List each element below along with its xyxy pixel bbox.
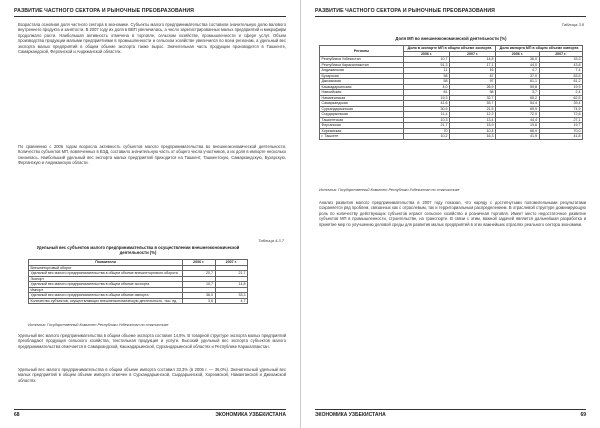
- table-cell: 11,4: [404, 112, 450, 118]
- table-cell: Бухарская: [320, 73, 404, 79]
- table-cell: 41,9: [496, 134, 539, 140]
- table-cell: 41,6: [404, 101, 450, 107]
- table-cell: Внешнеторговый оборот: [29, 265, 183, 271]
- table-cell: Удельный вес малого предпринимательства в общем объеме импорта: [29, 293, 183, 299]
- table-cell: 67: [450, 73, 496, 79]
- table-cell: Сырдарьинская: [320, 112, 404, 118]
- table-cell: 72,0: [496, 112, 539, 118]
- table-cell: Наманганская: [320, 95, 404, 101]
- table-cell: 70,0: [539, 128, 582, 134]
- table-header-cell: 2007 г.: [215, 260, 248, 266]
- table-cell: 62,5: [539, 95, 582, 101]
- table-cell: 61,1: [496, 79, 539, 85]
- table-cell: 4,0: [404, 84, 450, 90]
- table-cell: 58: [404, 73, 450, 79]
- table-cell: 53,5: [539, 73, 582, 79]
- table-cell: 14,8: [450, 57, 496, 63]
- table-cell: 74,9: [539, 106, 582, 112]
- body-paragraph: Удельный вес малого предпринимательства в общем объеме импорта составил 33,3% (в 2006 г. — 36,0%). Значительный удельный вес малых предприятий в общем объеме импорта отмечен в Сурхандарьинской, Сырдарьинской, Хорезмской, Наманганской и Джизакской областях.: [18, 367, 286, 383]
- table-cell: 16,3: [450, 134, 496, 140]
- table-cell: 10,4: [450, 128, 496, 134]
- table-header-cell: 2006 г.: [496, 51, 539, 57]
- body-paragraph: Возрастала основная доля частного сектора в экономике. Субъекты малого предпринимательства составили значительную долю валового внутреннего продукта и занятости. В 2007 году их доля в ВВП увеличилась, а число зарегистрированных малых предприятий и микрофирм продолжало расти. Наибольшая активность отмечена в торговле, сельском хозяйстве, промышленности и сфере услуг. Объем производства продукции малыми предприятиями в промышленности и сельском хозяйстве увеличился по всем регионам, а удельный вес экспорта малых предприятий в общем объеме экспорта также вырос. Значительная часть продукции производится в Ташкенте, Самаркандской, Ферганской и Андижанской областях.: [18, 22, 286, 55]
- body-paragraph: По сравнению с 2006 годом возросла активность субъектов малого предпринимательства во внешнеэкономической деятельности. Количество субъектов МП, вовлеченных в ВЭД, составило значительную часть от общего числа участников, а их доля в импорте несколько снизилась. Наибольший удельный вес экспорта малых предприятий приходится на Ташкент, Ташкентскую, Самаркандскую, Бухарскую, Ферганскую и Андижанскую области.: [18, 144, 286, 166]
- table-cell: 21,7: [404, 123, 450, 129]
- table-cell: 3,6: [183, 298, 216, 304]
- table-header-cell: 2007 г.: [450, 51, 496, 57]
- table-cell: Навоийская: [320, 90, 404, 96]
- table-number: Таблица 4.3.7: [258, 238, 284, 243]
- table-cell: 58: [450, 90, 496, 96]
- table-cell: 33,3: [539, 57, 582, 63]
- table-cell: 26,9: [450, 84, 496, 90]
- table-header-cell: Регионы: [320, 46, 404, 57]
- table-header-cell: Доля импорта МП в общем объеме импорта: [496, 46, 583, 52]
- table-cell: Андижанская: [320, 68, 404, 74]
- table-cell: 36,0: [496, 57, 539, 63]
- table-cell: Удельный вес малого предпринимательства в общем объеме внешнеторгового оборота: [29, 271, 183, 277]
- table-cell: 10,2: [404, 134, 450, 140]
- table-number: Таблица 3.8: [561, 22, 584, 27]
- page-header: РАЗВИТИЕ ЧАСТНОГО СЕКТОРА И РЫНОЧНЫЕ ПРЕОБРАЗОВАНИЯ: [315, 8, 586, 17]
- table-header-cell: 2006 г.: [183, 260, 216, 266]
- page-number: 68: [14, 412, 20, 418]
- table-title: Удельный вес субъектов малого предпринимательства в осуществлении внешнеэкономической деятельности (%): [36, 245, 240, 255]
- table-cell: 54,4: [496, 101, 539, 107]
- table-cell: 81: [404, 90, 450, 96]
- table-cell: Джизакская: [320, 79, 404, 85]
- table-cell: 70: [404, 128, 450, 134]
- table-cell: 36,0: [183, 293, 216, 299]
- table-cell: 44,0: [496, 62, 539, 68]
- table-cell: Удельный вес малого предпринимательства в общем объеме экспорта: [29, 282, 183, 288]
- page-footer: [315, 409, 586, 418]
- table-title: Доля МП во внешнеэкономической деятельности (%): [395, 36, 507, 41]
- table-header-cell: 2007 г.: [539, 51, 582, 57]
- table-cell: 10,7: [183, 282, 216, 288]
- table-cell: 65,2: [496, 95, 539, 101]
- footer-title: ЭКОНОМИКА УЗБЕКИСТАНА: [215, 412, 286, 418]
- table-cell: 10,7: [404, 57, 450, 63]
- table-cell: Экспорт: [29, 276, 183, 282]
- data-table: [28, 259, 248, 304]
- table-source: Источник: Государственный Комитет Республики Узбекистан по статистике: [319, 188, 460, 192]
- page-footer: [14, 409, 286, 418]
- table-row: [320, 134, 583, 140]
- table-cell: 7,4: [539, 68, 582, 74]
- table-cell: 27,1: [539, 117, 582, 123]
- table-cell: 66,9: [496, 128, 539, 134]
- table-cell: 51,3: [404, 62, 450, 68]
- table-cell: 17,1: [450, 62, 496, 68]
- table-cell: г. Ташкент: [320, 134, 404, 140]
- footer-title: ЭКОНОМИКА УЗБЕКИСТАНА: [315, 412, 386, 418]
- table-cell: Самаркандская: [320, 101, 404, 107]
- table-cell: 39,4: [539, 101, 582, 107]
- table-cell: Кашкадарьинская: [320, 84, 404, 90]
- table-cell: 19,3: [404, 95, 450, 101]
- table-cell: 11: [404, 68, 450, 74]
- table-cell: 20,7: [183, 271, 216, 277]
- table-cell: 44,4: [496, 117, 539, 123]
- body-paragraph: Удельный вес малого предпринимательства в общем объеме экспорта составил 14,8%. В товарной структуре экспорта малых предприятий преобладают продукция сельского хозяйства, текстильная продукция и услуги. Высокий удельный вес экспорта субъектов малого предпринимательства отмечается в Самаркандской, Кашкадарьинской, Сурхандарьинской областях и Республике Каракалпакстан.: [18, 333, 286, 349]
- table-cell: 37,0: [496, 73, 539, 79]
- table-cell: 32,7: [450, 95, 496, 101]
- table-source: Источник: Государственный Комитет Республики Узбекистан по статистике: [28, 323, 169, 327]
- table-cell: 72,6: [539, 112, 582, 118]
- table-cell: 30,9: [404, 106, 450, 112]
- table-cell: 41,8: [539, 134, 582, 140]
- table-cell: 15,9: [450, 123, 496, 129]
- table-cell: 4,7: [215, 298, 248, 304]
- table-cell: 19,6: [496, 123, 539, 129]
- table-header-cell: Доля в экспорте МП в общем объеме экспорта: [404, 46, 496, 52]
- table-cell: 14,8: [215, 282, 248, 288]
- page-header: РАЗВИТИЕ ЧАСТНОГО СЕКТОРА И РЫНОЧНЫЕ ПРЕОБРАЗОВАНИЯ: [14, 8, 286, 17]
- table-cell: 13,4: [450, 117, 496, 123]
- table-cell: 33,3: [215, 293, 248, 299]
- table-cell: 4,7: [496, 68, 539, 74]
- table-cell: 19,7: [539, 123, 582, 129]
- table-cell: Количество субъектов, осуществляющих внешнеэкономическую деятельность, тыс. ед.: [29, 298, 183, 304]
- regional-table: [319, 45, 583, 140]
- table-cell: 61,2: [539, 79, 582, 85]
- table-cell: 58: [404, 79, 450, 85]
- table-cell: Хорезмская: [320, 128, 404, 134]
- table-cell: 97: [450, 79, 496, 85]
- table-cell: Республика Каракалпакстан: [320, 62, 404, 68]
- table-cell: 69,9: [496, 106, 539, 112]
- table-cell: Республика Узбекистан: [320, 57, 404, 63]
- table-cell: 43,8: [539, 62, 582, 68]
- table-cell: 21,7: [215, 271, 248, 277]
- table-cell: 10,3: [404, 117, 450, 123]
- table-cell: 21,5: [450, 106, 496, 112]
- right-page: [300, 0, 600, 428]
- table-header-cell: 2006 г.: [404, 51, 450, 57]
- table-cell: 2,4: [539, 90, 582, 96]
- table-cell: Сурхандарьинская: [320, 106, 404, 112]
- page-number: 69: [580, 412, 586, 418]
- table-cell: Ташкентская: [320, 117, 404, 123]
- table-cell: 19,9: [539, 84, 582, 90]
- table-cell: 3,7: [496, 90, 539, 96]
- table-cell: 12,2: [450, 112, 496, 118]
- table-cell: Ферганская: [320, 123, 404, 129]
- table-cell: 16: [450, 68, 496, 74]
- table-header-row: [320, 46, 583, 52]
- table-cell: 53,7: [450, 101, 496, 107]
- table-cell: 59,8: [496, 84, 539, 90]
- table-row: [29, 298, 248, 304]
- body-paragraph: Анализ развития малого предпринимательства в 2007 году показал, что наряду с достигнутыми положительными результатами сохраняется ряд проблем, связанных как с отраслевым, так и территориальным распределением. В отраслевой структуре доминирующую роль по количеству действующих субъектов играют сельское хозяйство и розничная торговля. Имеет место недостаточное развитие субъектов МП в промышленности, строительстве, на транспорте. В связи с этим, важной задачей является дальнейшая разработка и принятие мер по улучшению деловой среды для развития малых предприятий в этих важнейших отраслях реального сектора экономики.: [319, 200, 586, 227]
- table-cell: Импорт: [29, 287, 183, 293]
- table-header-cell: Показатели: [29, 260, 183, 266]
